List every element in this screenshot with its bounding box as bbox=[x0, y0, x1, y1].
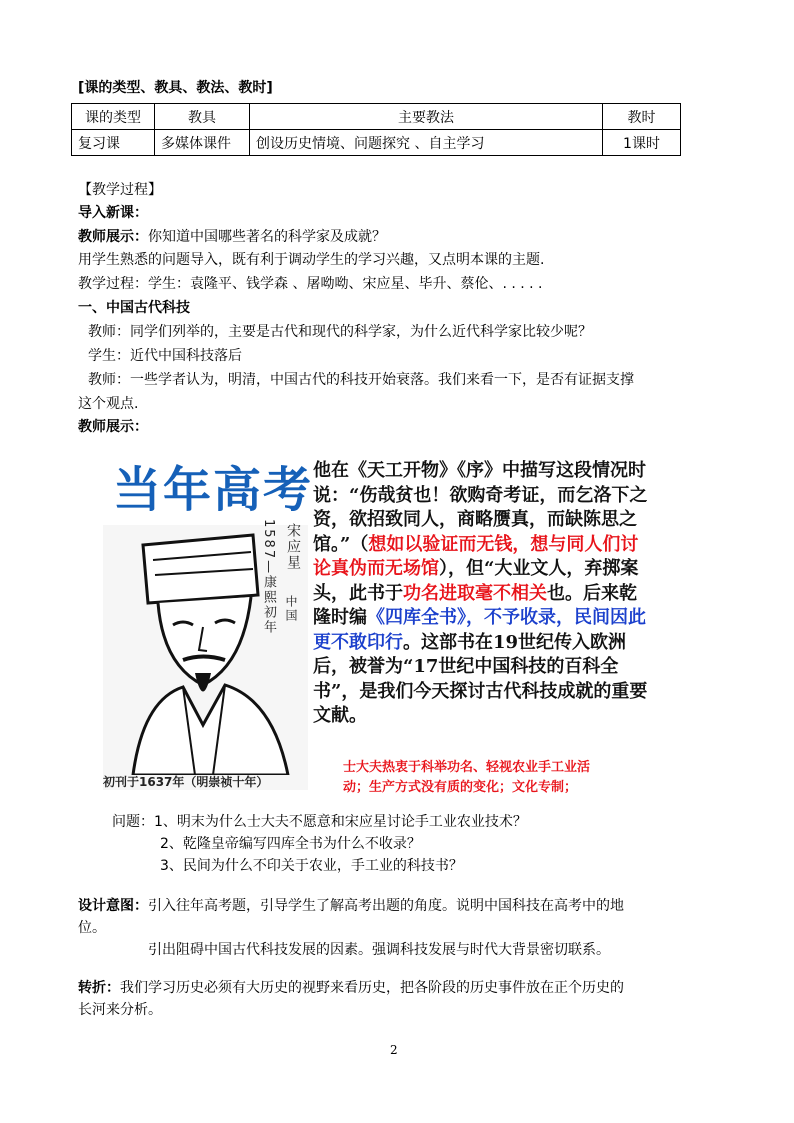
red-note-line: 动；生产方式没有质的变化；文化专制； bbox=[343, 780, 578, 795]
question-item: 3、民间为什么不印关于农业，手工业的科技书？ bbox=[160, 858, 463, 874]
transition-text: 我们学习历史必须有大历史的视野来看历史，把各阶段的历史事件放在正个历史的 bbox=[120, 980, 624, 996]
story-part: 。这部书在19世纪传入欧洲后，被誉为“17世纪中国科技的百科全书”，是我们今天探讨古代科技成就的重要文献。 bbox=[313, 631, 648, 726]
portrait-name: 宋应星 bbox=[285, 523, 301, 571]
lesson-info-table bbox=[71, 103, 681, 156]
design-intent-continuation: 位。 bbox=[78, 920, 106, 936]
exam-illustration bbox=[103, 455, 655, 800]
dialog-line: 教师：一些学者认为，明清，中国古代的科技开始衰落。我们来看一下，是否有证据支撑 bbox=[88, 372, 634, 388]
teacher-show-label-2: 教师展示： bbox=[78, 419, 148, 435]
design-intent-text-2: 引出阻碍中国古代科技发展的因素。强调科技发展与时代大背景密切联系。 bbox=[148, 942, 610, 958]
table-row bbox=[72, 130, 681, 156]
dialog-line: 学生：近代中国科技落后 bbox=[88, 348, 242, 364]
story-highlight-red: 想如以验证而无钱，想与同人们讨论真伪而无场馆 bbox=[313, 533, 639, 579]
red-note bbox=[343, 758, 663, 798]
song-yingxing-portrait bbox=[103, 519, 308, 790]
teacher-show-label: 教师展示： bbox=[78, 229, 148, 245]
table-cell: 创设历史情境、问题探究 、自主学习 bbox=[250, 130, 603, 156]
dialog-continuation: 这个观点. bbox=[78, 396, 139, 412]
story-part: 也。后来乾隆时编 bbox=[313, 582, 637, 628]
table-cell: 1课时 bbox=[603, 130, 681, 156]
part1-heading: 一、中国古代科技 bbox=[78, 300, 190, 316]
question-item: 2、乾隆皇帝编写四库全书为什么不收录？ bbox=[160, 836, 421, 852]
table-header-cell: 教具 bbox=[155, 104, 250, 130]
table-cell: 复习课 bbox=[72, 130, 155, 156]
table-cell: 多媒体课件 bbox=[155, 130, 250, 156]
process-heading: 【教学过程】 bbox=[78, 182, 162, 198]
exam-banner: 当年高考 bbox=[113, 462, 314, 518]
intro-heading: 导入新课： bbox=[78, 205, 148, 221]
story-text bbox=[313, 459, 653, 729]
portrait-years: 1587—康熙初年 bbox=[261, 519, 276, 636]
design-intent-text: 引入往年高考题，引导学生了解高考出题的角度。说明中国科技在高考中的地 bbox=[148, 898, 624, 914]
intro-paragraph: 用学生熟悉的问题导入，既有利于调动学生的学习兴趣，又点明本课的主题. bbox=[78, 252, 545, 268]
red-note-line: 士大夫热衷于科举功名、轻视农业手工业活 bbox=[343, 760, 591, 775]
design-intent-line bbox=[78, 896, 624, 917]
image-caption: 初刊于1637年（明崇祯十年） bbox=[103, 775, 269, 789]
table-header-cell: 教时 bbox=[603, 104, 681, 130]
table-header-cell: 课的类型 bbox=[72, 104, 155, 130]
story-highlight-blue: 《四库全书》，不予收录，民间因此更不敢印行 bbox=[313, 607, 646, 653]
question-item: 问题：1、明末为什么士大夫不愿意和宋应星讨论手工业农业技术？ bbox=[112, 814, 527, 830]
story-part: ），但“大业文人，弃掷案头，此书于 bbox=[313, 558, 639, 604]
transition-label: 转折： bbox=[78, 980, 120, 996]
transition-line bbox=[78, 978, 624, 999]
page-number: 2 bbox=[390, 1043, 398, 1057]
teacher-show-text: 你知道中国哪些著名的科学家及成就？ bbox=[148, 229, 386, 245]
transition-continuation: 长河来分析。 bbox=[78, 1002, 162, 1018]
table-header-cell: 主要教法 bbox=[250, 104, 603, 130]
design-intent-label: 设计意图： bbox=[78, 898, 148, 914]
section-heading: [课的类型、教具、教法、教时] bbox=[78, 80, 273, 96]
story-part: 他在《天工开物》《序》中描写这段情况时说：“伤哉贫也！欲购奇考证，而乞洛下之资，欲招致同人，商略赝真，而缺陈思之馆。”（ bbox=[313, 460, 648, 555]
dialog-line: 教师：同学们列举的，主要是古代和现代的科学家，为什么近代科学家比较少呢？ bbox=[88, 324, 592, 340]
story-highlight-red: 功名进取毫不相关 bbox=[403, 582, 547, 604]
portrait-country: 中国 bbox=[284, 595, 298, 623]
teacher-show-line bbox=[78, 227, 386, 248]
process-line: 教学过程：学生：袁隆平、钱学森 、屠呦呦、宋应星、毕升、蔡伦、. . . . . bbox=[78, 276, 543, 292]
table-header-row bbox=[72, 104, 681, 130]
